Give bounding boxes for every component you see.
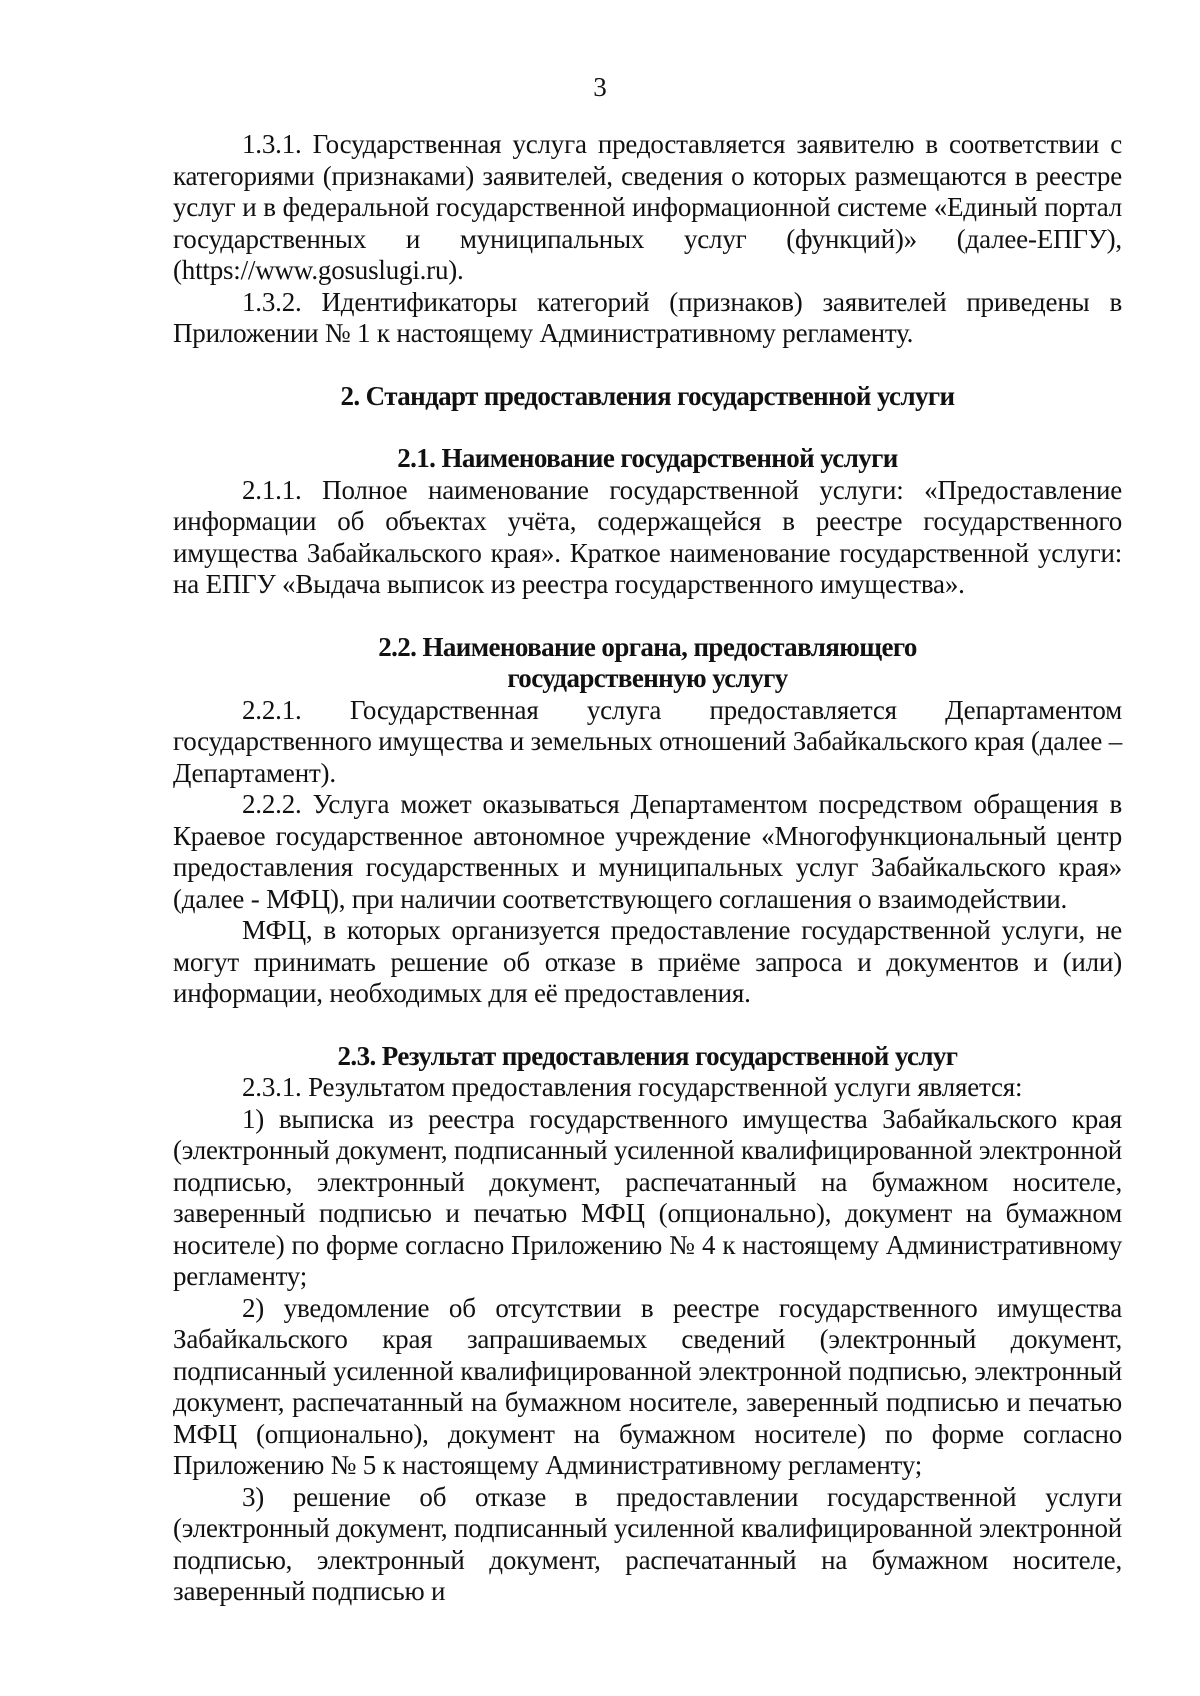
paragraph-2-2-1: 2.2.1. Государственная услуга предоставляется Департаментом государственного имущества и земельных отношений Забайкальского края (далее – Департамент). (173, 694, 1122, 788)
heading-2-2-line1: 2.2. Наименование органа, предоставляющего (378, 631, 917, 662)
page-number: 3 (593, 72, 607, 102)
list-item-1: 1) выписка из реестра государственного имущества Забайкальского края (электронный документ, подписанный усиленной квалифицированной электронной подписью, электронный документ, распечатанный на бумажном носителе, заверенный подписью и печатью МФЦ (опционально), документ на бумажном носителе) по форме согласно Приложению № 4 к настоящему Административному регламенту; (173, 1103, 1122, 1291)
paragraph-2-2-2-mfc: МФЦ, в которых организуется предоставление государственной услуги, не могут принимать решение об отказе в приёме запроса и документов и (или) информации, необходимых для её предоставления. (173, 915, 1122, 1008)
list-item-3: 3) решение об отказе в предоставлении государственной услуги (электронный документ, подписанный усиленной квалифицированной электронной подписью, электронный документ, распечатанный на бумажном носителе, заверенный подписью и (173, 1481, 1122, 1606)
paragraph-2-2-2: 2.2.2. Услуга может оказываться Департаментом посредством обращения в Краевое государственное автономное учреждение «Многофункциональный центр предоставления государственных и муниципальных услуг Забайкальского края» (далее - МФЦ), при наличии соответствующего соглашения о взаимодействии. (173, 789, 1122, 914)
heading-2-1: 2.1. Наименование государственной услуги (397, 443, 898, 473)
heading-2-3: 2.3. Результат предоставления государственной услуг (337, 1040, 958, 1071)
spacer (173, 1010, 1122, 1041)
paragraph-1-3-2: 1.3.2. Идентификаторы категорий (признаков) заявителей приведены в Приложении № 1 к настоящему Административному регламенту. (173, 286, 1122, 348)
document-body (173, 129, 1122, 1608)
paragraph-1-3-1: 1.3.1. Государственная услуга предоставляется заявителю в соответствии с категориями (признаками) заявителей, сведения о которых размещаются в реестре услуг и в федеральной государственной информационной системе «Единый портал государственных и муниципальных услуг (функций)» (далее-ЕПГУ), (https://www.gosuslugi.ru). (173, 129, 1122, 285)
paragraph-2-3-1: 2.3.1. Результатом предоставления государственной услуги является: (242, 1072, 1023, 1102)
heading-2-2-line2: государственную услугу (507, 663, 788, 693)
spacer (173, 601, 1122, 632)
spacer (173, 412, 1122, 443)
spacer (173, 350, 1122, 381)
heading-section-2: 2. Стандарт предоставления государственной услуги (340, 380, 955, 411)
paragraph-2-1-1: 2.1.1. Полное наименование государственной услуги: «Предоставление информации об объектах учёта, содержащейся в реестре государственного имущества Забайкальского края». Краткое наименование государственной услуги: на ЕПГУ «Выдача выписок из реестра государственного имущества». (173, 474, 1122, 599)
list-item-2: 2) уведомление об отсутствии в реестре государственного имущества Забайкальского края запрашиваемых сведений (электронный документ, подписанный усиленной квалифицированной электронной подписью, электронный документ, распечатанный на бумажном носителе, заверенный подписью и печатью МФЦ (опционально), документ на бумажном носителе) по форме согласно Приложению № 5 к настоящему Административному регламенту; (173, 1292, 1122, 1480)
